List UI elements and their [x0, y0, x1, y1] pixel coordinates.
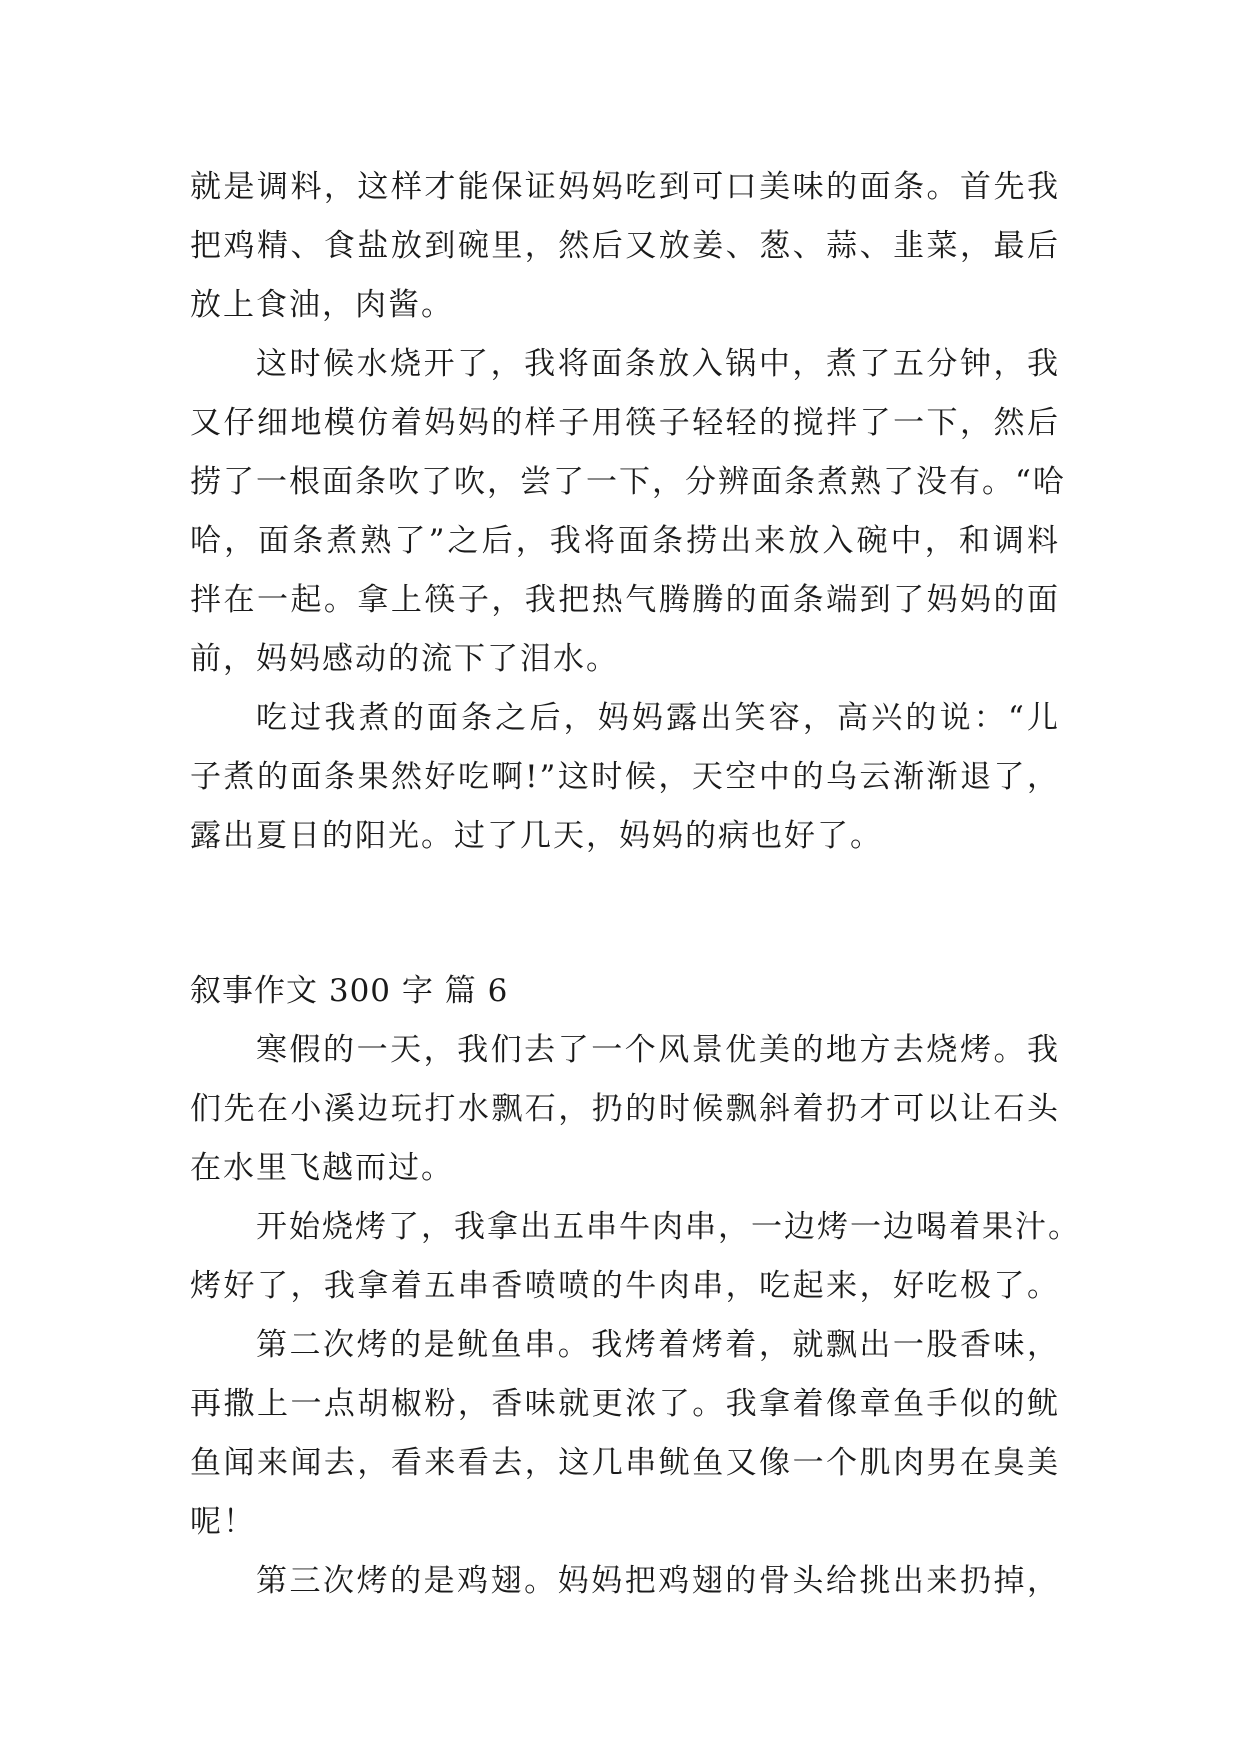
text-line: 这时候水烧开了，我将面条放入锅中，煮了五分钟，我 [256, 346, 1060, 382]
paragraph [190, 689, 1060, 866]
text-line: 第三次烤的是鸡翅。妈妈把鸡翅的骨头给挑出来扔掉， [256, 1563, 1060, 1599]
text-line: 鱼闻来闻去，看来看去，这几串鱿鱼又像一个肌肉男在臭美 [190, 1445, 1060, 1481]
text-line: 在水里飞越而过。 [190, 1150, 454, 1186]
paragraph [190, 1552, 1060, 1611]
text-line: 把鸡精、食盐放到碗里，然后又放姜、葱、蒜、韭菜，最后 [190, 228, 1060, 264]
text-line: 吃过我煮的面条之后，妈妈露出笑容，高兴的说：“儿 [256, 700, 1060, 736]
text-line: 子煮的面条果然好吃啊!”这时候，天空中的乌云渐渐退了， [190, 759, 1060, 795]
text-line: 前，妈妈感动的流下了泪水。 [190, 641, 619, 677]
paragraph [190, 1316, 1060, 1552]
text-line: 呢！ [190, 1504, 256, 1540]
text-line: 露出夏日的阳光。过了几天，妈妈的病也好了。 [190, 818, 883, 854]
paragraph [190, 158, 1060, 335]
text-line: 开始烧烤了，我拿出五串牛肉串，一边烤一边喝着果汁。 [256, 1209, 1081, 1245]
text-line: 寒假的一天，我们去了一个风景优美的地方去烧烤。我 [256, 1032, 1060, 1068]
section-gap [190, 866, 1060, 962]
text-line: 哈，面条煮熟了”之后，我将面条捞出来放入碗中，和调料 [190, 523, 1060, 559]
text-line: 烤好了，我拿着五串香喷喷的牛肉串，吃起来，好吃极了。 [190, 1268, 1060, 1304]
text-line: 又仔细地模仿着妈妈的样子用筷子轻轻的搅拌了一下，然后 [190, 405, 1060, 441]
text-line: 拌在一起。拿上筷子，我把热气腾腾的面条端到了妈妈的面 [190, 582, 1060, 618]
section-heading: 叙事作文 300 字 篇 6 [190, 973, 509, 1009]
text-line: 第二次烤的是鱿鱼串。我烤着烤着，就飘出一股香味， [256, 1327, 1060, 1363]
text-line: 们先在小溪边玩打水飘石，扔的时候飘斜着扔才可以让石头 [190, 1091, 1060, 1127]
paragraph [190, 1198, 1081, 1316]
text-line: 就是调料，这样才能保证妈妈吃到可口美味的面条。首先我 [190, 169, 1060, 205]
text-line: 捞了一根面条吹了吹，尝了一下，分辨面条煮熟了没有。“哈 [190, 464, 1066, 500]
document-body [190, 158, 1081, 1611]
paragraph [190, 1021, 1060, 1198]
paragraph [190, 335, 1066, 689]
text-line: 再撒上一点胡椒粉，香味就更浓了。我拿着像章鱼手似的鱿 [190, 1386, 1060, 1422]
text-line: 放上食油，肉酱。 [190, 287, 454, 323]
